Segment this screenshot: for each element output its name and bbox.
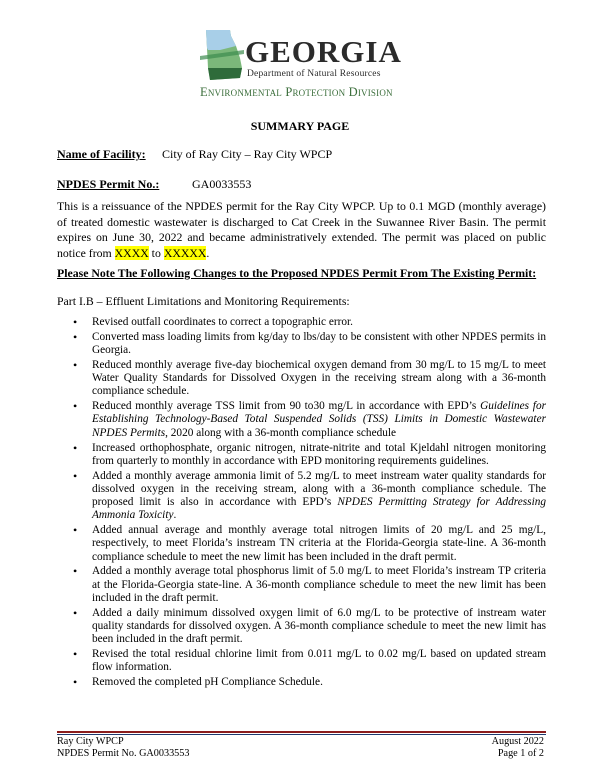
- intro-connector: to: [148, 245, 164, 260]
- list-item: [57, 565, 546, 605]
- bullet-icon: •: [73, 523, 78, 538]
- list-item-text: Added a monthly average total phosphorus limit of 5.0 mg/L to meet Florida’s instream TP criteria at the Florida-Georgia state-line. A 36-month compliance schedule to meet the new limit has been included in the draft permit.: [92, 565, 546, 604]
- changes-heading: Please Note The Following Changes to the Proposed NPDES Permit From The Existing Permit:: [57, 266, 537, 280]
- list-item-text: Reduced monthly average TSS limit from 90 to30 mg/L in accordance with EPD’s: [92, 400, 481, 413]
- list-item-text-end: , 2020 along with a 36-month compliance schedule: [165, 426, 397, 439]
- footer-page-number: Page 1 of 2: [497, 748, 544, 759]
- permit-value: GA0033553: [192, 177, 252, 191]
- bullet-icon: •: [73, 564, 78, 579]
- intro-paragraph: [57, 199, 546, 261]
- list-item-text: Revised the total residual chlorine limit from 0.011 mg/L to 0.02 mg/L based on updated stream flow information.: [92, 648, 546, 674]
- list-item-italic: Guidelines for Establishing Technology-Based Total Suspended Solids (TSS) Limits in Domestic Wastewater NPDES Permits: [92, 400, 546, 439]
- logo-subtitle: Department of Natural Resources: [247, 69, 381, 79]
- list-item: [57, 359, 546, 399]
- list-item-italic: NPDES Permitting Strategy for Addressing Ammonia Toxicity: [92, 496, 547, 522]
- bullet-icon: •: [73, 315, 78, 329]
- list-item-text-end: .: [173, 509, 177, 522]
- page-title: SUMMARY PAGE: [250, 119, 350, 133]
- facility-field: [57, 147, 333, 162]
- footer-rule-red: [57, 731, 546, 733]
- bullet-icon: •: [73, 399, 78, 414]
- bullet-icon: •: [73, 468, 78, 483]
- footer-left: [57, 736, 189, 760]
- intro-end: .: [206, 245, 210, 260]
- list-item: [57, 470, 546, 523]
- footer-rule-blue: [57, 734, 546, 735]
- list-item: [57, 676, 546, 689]
- list-item: [57, 400, 546, 440]
- notice-date-from: XXXX: [114, 245, 149, 260]
- footer-facility: Ray City WPCP: [57, 736, 124, 747]
- logo-division: Environmental Protection Division: [200, 85, 393, 99]
- list-item-text: Reduced monthly average five-day biochemical oxygen demand from 30 mg/L to 15 mg/L to meet Water Quality Standards for Dissolved Oxygen in the receiving stream along with a 36-month compliance schedule.: [92, 358, 546, 398]
- list-item-text: Added annual average and monthly average total nitrogen limits of 20 mg/L and 25 mg/L, respectively, to meet Florida’s instream TN criteria at the Florida-Georgia state-line. A 36-month compliance schedule to meet the new limit has been included in the draft permit.: [92, 524, 546, 563]
- bullet-icon: •: [73, 357, 78, 372]
- facility-label: Name of Facility:: [57, 147, 146, 161]
- bullet-icon: •: [73, 675, 78, 690]
- part-heading: Part I.B – Effluent Limitations and Monitoring Requirements:: [57, 294, 350, 308]
- changes-list: [57, 316, 546, 691]
- list-item-text: Removed the completed pH Compliance Schedule.: [92, 676, 323, 689]
- list-item: [57, 316, 546, 329]
- list-item-text: Converted mass loading limits from kg/day to lbs/day to be consistent with other NPDES permits in Georgia.: [92, 330, 546, 357]
- footer-permit: NPDES Permit No. GA0033553: [57, 748, 190, 759]
- list-item: [57, 442, 546, 468]
- footer-date: August 2022: [491, 736, 544, 747]
- list-item-text: Added a daily minimum dissolved oxygen limit of 6.0 mg/L to be protective of instream water quality standards for dissolved oxygen. A 36-month compliance schedule to meet the new limit has been included in the draft permit.: [92, 606, 546, 646]
- list-item: [57, 648, 546, 674]
- list-item-text: Revised outfall coordinates to correct a topographic error.: [92, 316, 353, 328]
- footer-right: [492, 736, 544, 760]
- permit-field: [57, 177, 252, 192]
- list-item: [57, 607, 546, 647]
- bullet-icon: •: [73, 440, 78, 455]
- bullet-icon: •: [73, 329, 78, 344]
- list-item: [57, 524, 546, 564]
- list-item: [57, 331, 546, 357]
- bullet-icon: •: [73, 605, 78, 620]
- bullet-icon: •: [73, 647, 78, 662]
- facility-value: City of Ray City – Ray City WPCP: [162, 147, 333, 161]
- intro-text: This is a reissuance of the NPDES permit for the Ray City WPCP. Up to 0.1 MGD (monthly average) of treated domestic wastewater is discharged to Cat Creek in the Suwannee River Basin. The permit expires on June 30, 2022 and became administratively extended. The permit was placed on public notice from: [57, 199, 546, 260]
- georgia-map-icon: [200, 28, 244, 84]
- list-item-text: Added a monthly average ammonia limit of 5.2 mg/L to meet instream water quality standards for dissolved oxygen in the receiving stream, along with a 36-month compliance schedule. The proposed limit is also in accordance with EPD’s: [92, 469, 546, 509]
- epd-logo: [200, 28, 410, 100]
- logo-title: GEORGIA: [245, 34, 402, 69]
- list-item-text: Increased orthophosphate, organic nitrogen, nitrate-nitrite and total Kjeldahl nitrogen monitoring from quarterly to monthly in accordance with EPD monitoring requirements guidelines.: [92, 441, 546, 467]
- notice-date-to: XXXXX: [163, 245, 207, 260]
- permit-label: NPDES Permit No.:: [57, 177, 160, 191]
